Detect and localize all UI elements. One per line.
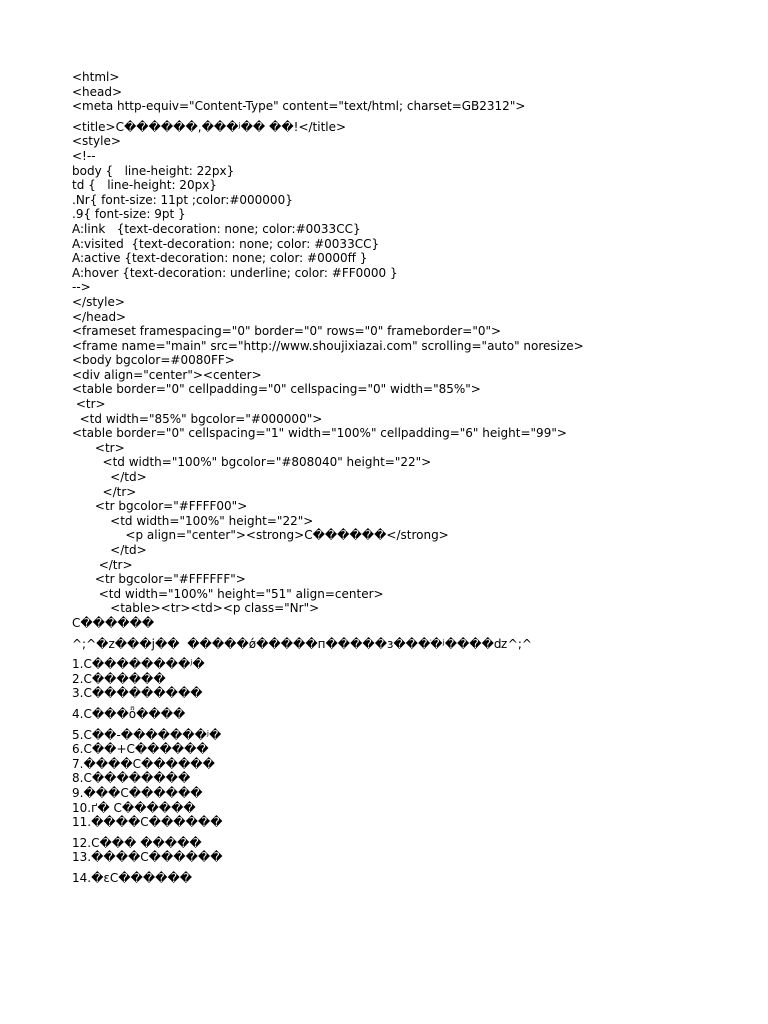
page-source-text (72, 70, 752, 885)
source-line: 8.C�������� (72, 771, 191, 786)
source-line: <table border="0" cellpadding="0" cellspacing="0" width="85%"> (72, 382, 481, 397)
source-line: A:visited {text-decoration: none; color: #0033CC} (72, 236, 380, 251)
source-line: 5.C��-�������ʲ� (72, 727, 222, 742)
source-line: <!-- (72, 148, 96, 163)
source-line: .Nr{ font-size: 11pt ;color:#000000} (72, 192, 293, 207)
source-line: 14.�ɛC������ (72, 870, 193, 885)
source-line: <html> (72, 70, 120, 84)
source-line: C������ (72, 615, 155, 630)
source-line: 9.���C������ (72, 785, 203, 800)
source-line: <tr bgcolor="#FFFF00"> (72, 499, 248, 514)
source-line: <td width="100%" bgcolor="#808040" height="22"> (72, 455, 432, 470)
source-line: 11.����C������ (72, 815, 223, 830)
source-line: <tr bgcolor="#FFFFFF"> (72, 572, 246, 587)
source-line: <frame name="main" src="http://www.shoujixiazai.com" scrolling="auto" noresize> (72, 338, 584, 353)
source-line: 2.C������ (72, 671, 166, 686)
source-line: <title>C������,���ʲ�� ��!</title> (72, 119, 347, 134)
source-line: <table><tr><td><p class="Nr"> (72, 601, 320, 616)
source-line: <td width="100%" height="51" align=center> (72, 586, 384, 601)
source-line: .9{ font-size: 9pt } (72, 207, 186, 222)
source-line: 12.C��� ����� (72, 835, 202, 850)
source-line: <body bgcolor=#0080FF> (72, 353, 235, 368)
source-line: body { line-height: 22px} (72, 163, 235, 178)
source-line: 7.����C������ (72, 756, 215, 771)
source-line: </head> (72, 309, 127, 324)
source-line: 3.C��������� (72, 686, 203, 701)
source-line: </tr> (72, 557, 133, 572)
source-line: 4.C���ȫ���� (72, 706, 186, 721)
source-line: ^;^�z���j�� �����ǿ�����п�����з���ֹ�ʲ����ǳ^;^ (72, 636, 532, 651)
source-line: <meta http-equiv="Content-Type" content="text/html; charset=GB2312"> (72, 99, 526, 114)
source-line: </td> (72, 470, 147, 485)
source-line: A:hover {text-decoration: underline; color: #FF0000 } (72, 265, 398, 280)
source-line: <table border="0" cellspacing="1" width="100%" cellpadding="6" height="99"> (72, 426, 567, 441)
source-line: <p align="center"><strong>C������</strong> (72, 528, 449, 543)
source-line: <td width="100%" height="22"> (72, 513, 314, 528)
source-line: A:link {text-decoration: none; color:#0033CC} (72, 221, 361, 236)
source-line: <frameset framespacing="0" border="0" rows="0" frameborder="0"> (72, 324, 502, 339)
source-line: td { line-height: 20px} (72, 178, 217, 193)
source-line: A:active {text-decoration: none; color: #0000ff } (72, 251, 368, 266)
source-line: <tr> (72, 397, 106, 412)
source-line: <tr> (72, 440, 125, 455)
source-line: 1.C��������ʲ� (72, 657, 205, 672)
source-line: 13.����C������ (72, 850, 223, 865)
source-line: <td width="85%" bgcolor="#000000"> (72, 411, 323, 426)
source-line: <head> (72, 84, 123, 99)
source-line: </style> (72, 294, 125, 309)
source-line: 10.ґ� C������ (72, 800, 196, 815)
source-line: 6.C��+C������ (72, 742, 209, 757)
source-line: --> (72, 280, 91, 295)
source-line: </td> (72, 543, 147, 557)
source-line: <style> (72, 134, 121, 149)
source-line: </tr> (72, 484, 137, 499)
source-line: <div align="center"><center> (72, 367, 262, 382)
